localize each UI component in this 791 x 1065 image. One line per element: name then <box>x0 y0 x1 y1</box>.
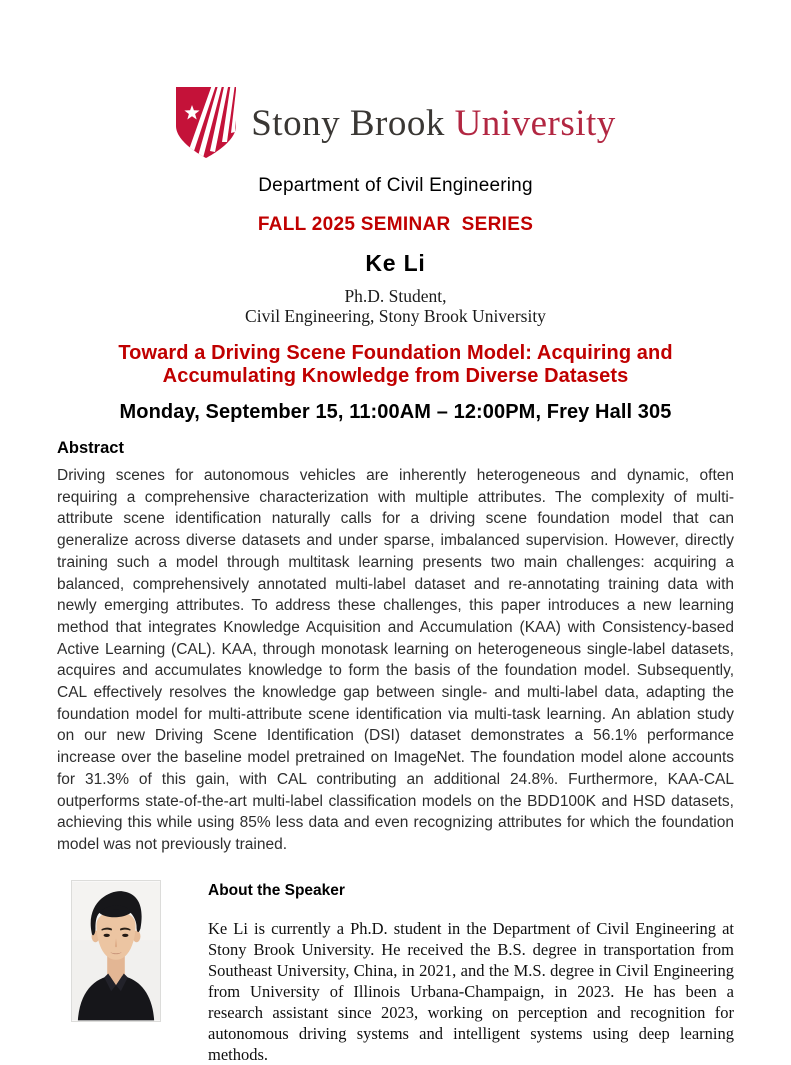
abstract-body: Driving scenes for autonomous vehicles are inherently heterogeneous and dynamic, often requiring a comprehensive characterization with multiple attributes. The complexity of multi-attribute scene identification naturally calls for a driving scene foundation model that can generalize across diverse datasets and under sparse, imbalanced supervision. However, directly training such a model through multitask learning presents two main challenges: acquiring a balanced, comprehensively annotated multi-label dataset and re-annotating training data with newly emerging attributes. To address these challenges, this paper introduces a new learning method that integrates Knowledge Acquisition and Accumulation (KAA) with Consistency-based Active Learning (CAL). KAA, through monotask learning on heterogeneous single-label datasets, acquires and accumulates knowledge to form the basis of the foundation model. Subsequently, CAL effectively resolves the knowledge gap between single- and multi-label data, adapting the foundation model for multi-attribute scene identification via multi-task learning. An ablation study on our new Driving Scene Identification (DSI) dataset demonstrates a 56.1% performance increase over the baseline model pretrained on ImageNet. The foundation model alone accounts for 31.3% of this gain, with CAL contributing an additional 24.8%. Furthermore, KAA-CAL outperforms state-of-the-art multi-label classification models on the BDD100K and HSD datasets, achieving this while using 85% less data and even recognizing attributes for which the foundation model was not previously trained. <box>57 467 734 853</box>
seminar-series-title: FALL 2025 SEMINAR SERIES <box>257 214 534 235</box>
speaker-bio-text: Ke Li is currently a Ph.D. student in the Department of Civil Engineering at Stony Brook University. He received the B.S. degree in transportation from Southeast University, China, in 2021, and the M.S. degree in Civil Engineering from University of Illinois Urbana-Champaign, in 2023. He has been a research assistant since 2023, working on perception and recognition for autonomous driving systems and intelligent systems using deep learning methods. <box>208 918 734 1064</box>
wordmark-stony-brook: Stony Brook <box>251 102 445 144</box>
university-logo <box>57 86 734 160</box>
about-speaker-heading: About the Speaker <box>208 881 345 899</box>
talk-title-line1: Toward a Driving Scene Foundation Model: Acquiring and <box>118 342 673 364</box>
speaker-role-line1: Ph.D. Student, <box>344 286 447 306</box>
speaker-name: Ke Li <box>365 250 426 276</box>
speaker-portrait-photo <box>71 880 161 1022</box>
stony-brook-shield-icon <box>175 86 237 160</box>
university-wordmark <box>251 102 616 145</box>
talk-title <box>57 342 734 388</box>
about-speaker-column <box>208 880 734 1065</box>
talk-title-line2: Accumulating Knowledge from Diverse Datasets <box>162 365 629 387</box>
speaker-role-line2: Civil Engineering, Stony Brook University <box>245 306 546 326</box>
about-speaker-section <box>71 880 734 1065</box>
abstract-heading: Abstract <box>57 439 124 457</box>
speaker-role <box>57 286 734 326</box>
datetime-location: Monday, September 15, 11:00AM – 12:00PM, Frey Hall 305 <box>119 401 672 423</box>
department-name: Department of Civil Engineering <box>258 175 533 196</box>
wordmark-university: University <box>454 102 616 144</box>
